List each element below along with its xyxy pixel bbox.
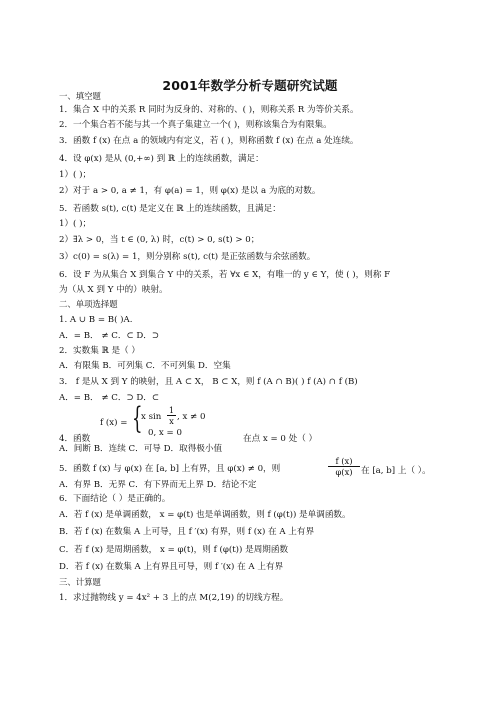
fill-question-5-cond-2: 2）∃λ > 0，当 t ∈ (0, λ) 时，c(t) > 0, s(t) > 0；: [59, 235, 260, 245]
choice-question-3-options: A．= B． ≠ C．⊃ D．⊂: [59, 393, 160, 403]
piecewise-case-1: x sin: [141, 412, 162, 422]
choice-question-4-options: A．间断 B．连续 C．可导 D．取得极小值: [59, 444, 223, 454]
choice-question-2: 2．实数集 ℝ 是（ ）: [59, 346, 140, 356]
piecewise-case-1-condition: , x ≠ 0: [177, 412, 206, 422]
fill-question-3: 3．函数 f (x) 在点 a 的领域内有定义，若 ( )，则称函数 f (x) 在点 a 处连续。: [59, 136, 359, 146]
piecewise-brace: {: [132, 401, 143, 436]
piecewise-fraction: [167, 405, 176, 426]
q5-fraction-num: f (x): [335, 456, 353, 466]
section-heading-calc: 三、计算题: [59, 577, 101, 587]
piecewise-fraction-den: x: [167, 415, 176, 426]
choice-question-5: 5．函数 f (x) 与 φ(x) 在 [a, b] 上有界，且 φ(x) ≠ 0，则: [59, 464, 281, 474]
piecewise-case-2: 0, x = 0: [148, 428, 182, 438]
choice-question-4-label: 4．函数: [59, 434, 91, 444]
q5-fraction-den: φ(x): [328, 466, 360, 477]
choice-question-6-option-b: B．若 f (x) 在数集 A 上可导，且 f ′(x) 有界，则 f (x) 在 A 上有界: [59, 527, 315, 537]
choice-question-6-option-d: D．若 f (x) 在数集 A 上有界且可导，则 f ′(x) 在 A 上有界: [59, 562, 284, 572]
choice-question-1: 1. A ∪ B = B( )A.: [59, 315, 133, 325]
fill-question-5-cond-1: 1）( )；: [59, 219, 92, 229]
fill-question-5: 5．若函数 s(t), c(t) 是定义在 ℝ 上的连续函数，且满足：: [59, 204, 281, 214]
fill-question-6: 6．设 F 为从集合 X 到集合 Y 中的关系，若 ∀x ∈ X，有唯一的 y ∈ Y，使 ( )，则称 F: [59, 270, 391, 280]
choice-question-3: 3． f 是从 X 到 Y 的映射，且 A ⊂ X， B ⊂ X，则 f (A ∩ B)( ) f (A) ∩ f (B): [59, 377, 358, 387]
choice-question-4-tail: 在点 x = 0 处（ ）: [243, 434, 318, 444]
fill-question-1: 1．集合 X 中的关系 R 同时为反身的、对称的、( )，则称关系 R 为等价关系。: [59, 105, 359, 115]
page-title: 2001年数学分析专题研究试题: [162, 78, 338, 93]
fill-question-2: 2．一个集合若不能与其一个真子集建立一个( )，则称该集合为有限集。: [59, 120, 332, 130]
fill-question-6-cont: 为（从 X 到 Y 中的）映射。: [59, 285, 168, 295]
choice-question-6-option-c: C．若 f (x) 是周期函数， x = φ(t)，则 f (φ(t)) 是周期函数: [59, 545, 289, 555]
choice-question-5-tail: 在 [a, b] 上（ ）。: [361, 466, 431, 476]
fill-question-4-cond-1: 1）( )；: [59, 170, 92, 180]
q5-fraction: [328, 456, 360, 477]
choice-question-6: 6．下面结论（ ）是正确的。: [59, 494, 171, 504]
calc-question-1: 1．求过抛物线 y = 4x² + 3 上的点 M(2,19) 的切线方程。: [59, 593, 289, 603]
choice-question-1-options: A．= B． ≠ C．⊂ D．⊃: [59, 331, 160, 341]
fill-question-5-cond-3: 3）c(0) = s(λ) = 1，则分别称 s(t), c(t) 是正弦函数与余弦函数。: [59, 252, 316, 262]
choice-question-6-option-a: A．若 f (x) 是单调函数， x = φ(t) 也是单调函数，则 f (φ(t)) 是单调函数。: [59, 510, 351, 520]
section-heading-choice: 二、单项选择题: [59, 299, 118, 309]
section-heading-fill: 一、填空题: [59, 91, 101, 101]
fill-question-4-cond-2: 2）对于 a > 0, a ≠ 1，有 φ(a) = 1，则 φ(x) 是以 a 为底的对数。: [59, 186, 321, 196]
piecewise-lhs: f (x) =: [100, 418, 128, 428]
choice-question-5-options: A．有界 B．无界 C．有下界而无上界 D．结论不定: [59, 480, 257, 490]
piecewise-fraction-num: 1: [168, 405, 175, 415]
choice-question-2-options: A．有限集 B．可列集 C．不可列集 D．空集: [59, 361, 231, 371]
fill-question-4: 4．设 φ(x) 是从 (0,+∞) 到 ℝ 上的连续函数，满足：: [59, 154, 264, 164]
